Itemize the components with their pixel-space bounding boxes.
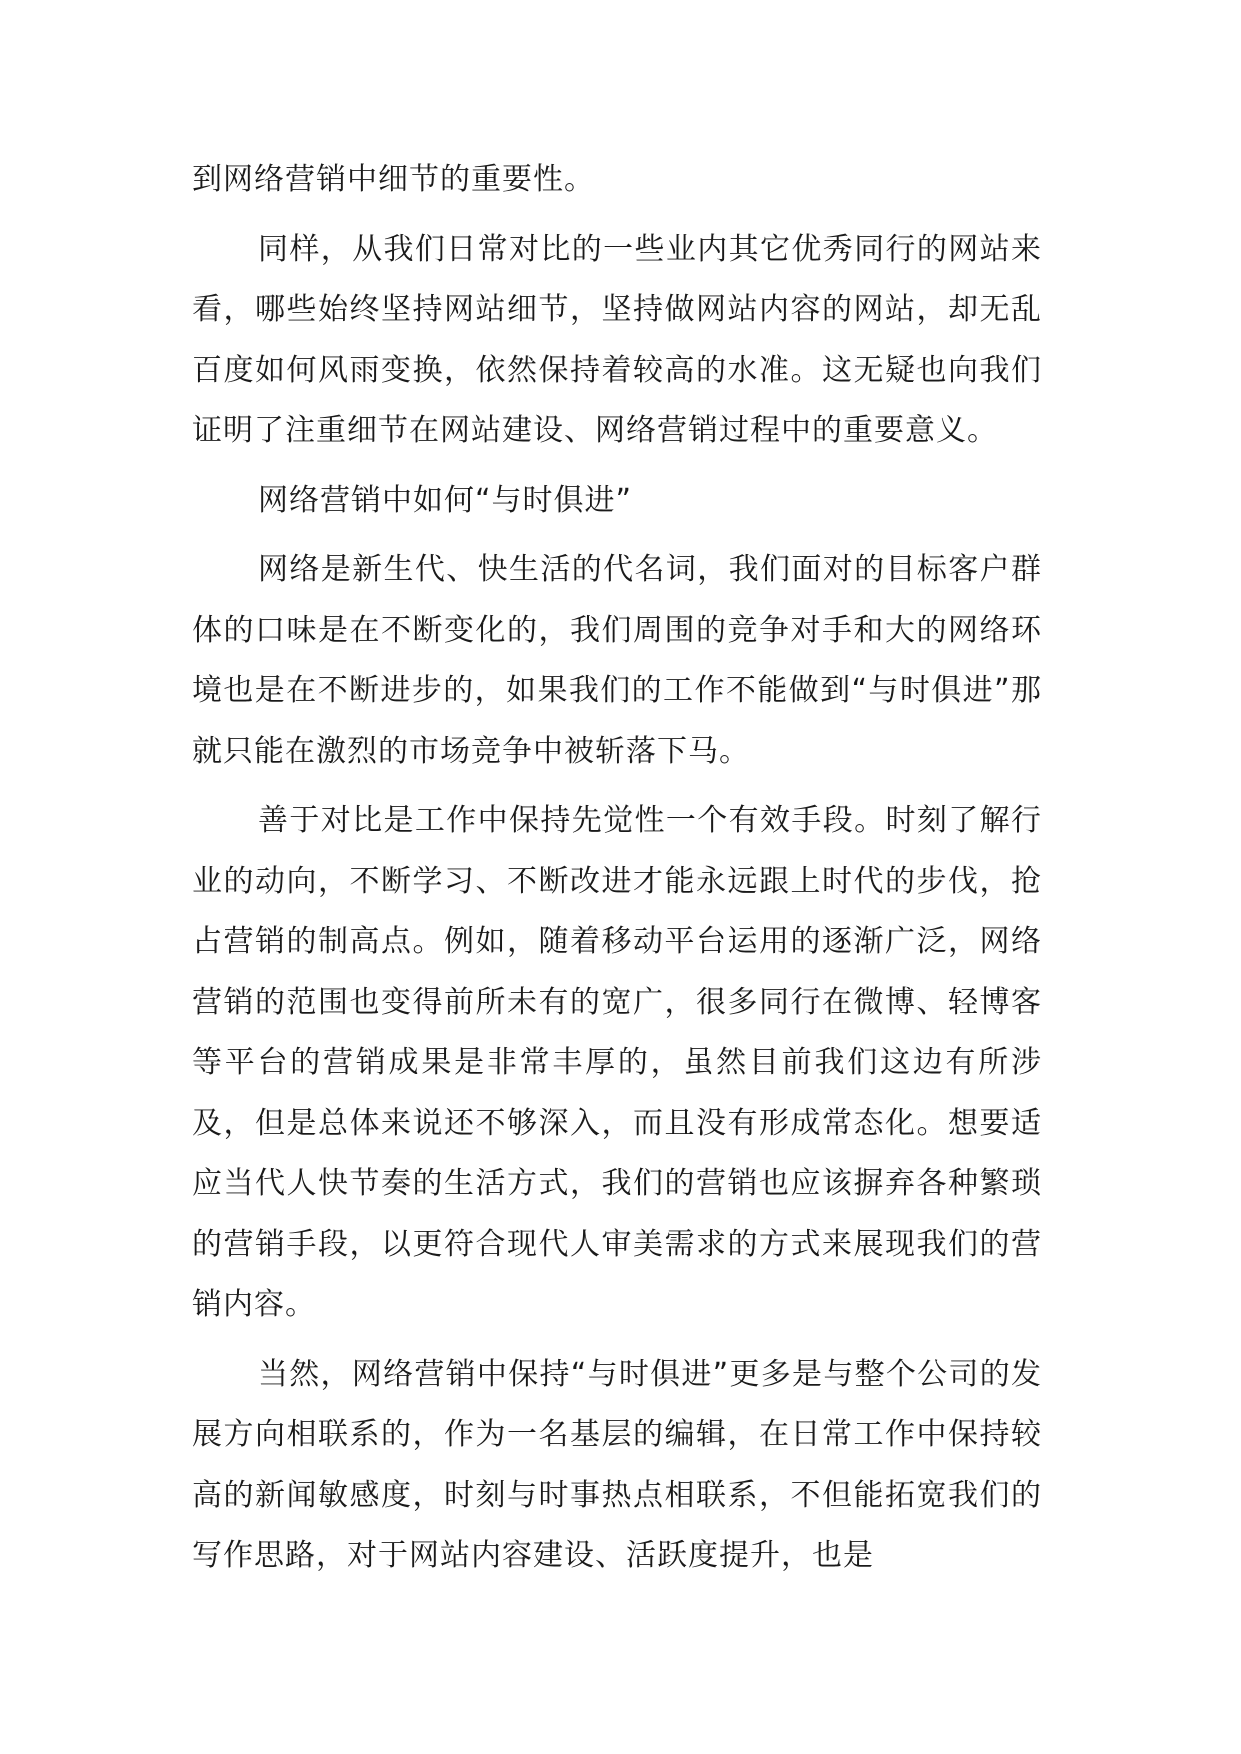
section-heading: 网络营销中如何“与时俱进” (258, 482, 633, 518)
document-body (192, 150, 1042, 1596)
paragraph-continuation: 到网络营销中细节的重要性。 (192, 162, 595, 197)
paragraph-comparison-method: 善于对比是工作中保持先觉性一个有效手段。时刻了解行业的动向，不断学习、不断改进才能永远跟上时代的步伐，抢占营销的制高点。例如，随着移动平台运用的逐渐广泛，网络营销的范围也变得前所未有的宽广，很多同行在微博、轻博客等平台的营销成果是非常丰厚的，虽然目前我们这边有所涉及，但是总体来说还不够深入，而且没有形成常态化。想要适应当代人快节奏的生活方式，我们的营销也应该摒弃各种繁琐的营销手段，以更符合现代人审美需求的方式来展现我们的营销内容。 (192, 803, 1042, 1322)
paragraph-peer-comparison: 同样，从我们日常对比的一些业内其它优秀同行的网站来看，哪些始终坚持网站细节，坚持做网站内容的网站，却无乱百度如何风雨变换，依然保持着较高的水准。这无疑也向我们证明了注重细节在网站建设、网络营销过程中的重要意义。 (192, 231, 1042, 448)
paragraph-network-era: 网络是新生代、快生活的代名词，我们面对的目标客户群体的口味是在不断变化的，我们周围的竞争对手和大的网络环境也是在不断进步的，如果我们的工作不能做到“与时俱进”那就只能在激烈的市场竞争中被斩落下马。 (192, 552, 1042, 769)
paragraph-company-direction: 当然，网络营销中保持“与时俱进”更多是与整个公司的发展方向相联系的，作为一名基层的编辑，在日常工作中保持较高的新闻敏感度，时刻与时事热点相联系，不但能拓宽我们的写作思路，对于网站内容建设、活跃度提升，也是 (192, 1356, 1042, 1573)
